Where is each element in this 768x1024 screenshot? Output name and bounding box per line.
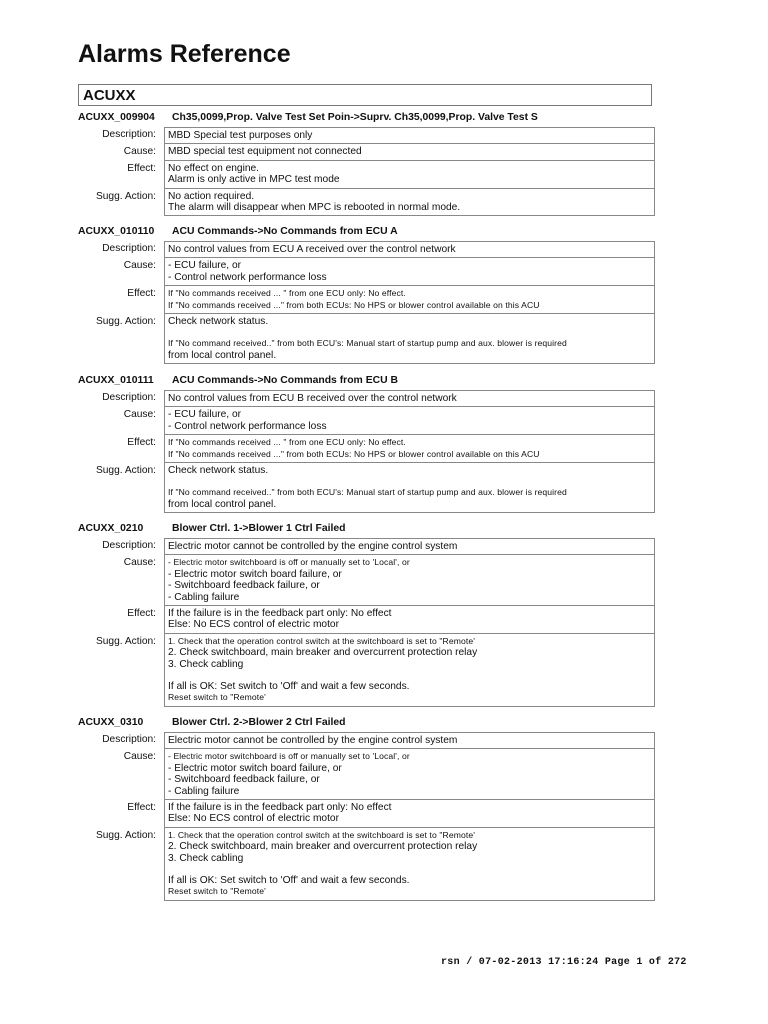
cause-line: - ECU failure, or	[168, 409, 242, 421]
cause-text	[164, 555, 655, 606]
alarm-effect-row	[78, 606, 655, 634]
effect-line: No effect on engine.	[168, 162, 260, 174]
alarm-action-row	[78, 189, 655, 217]
effect-text	[164, 435, 655, 463]
alarm-effect-row	[78, 800, 655, 828]
description-text	[164, 390, 655, 407]
effect-line: If "No commands received ..." from both ECUs: No HPS or blower control available on this ACU	[168, 299, 540, 310]
alarm-cause-row	[78, 407, 655, 435]
action-text	[164, 463, 655, 513]
alarm-block	[78, 111, 655, 216]
effect-line: If "No commands received ... " from one ECU only: No effect.	[168, 288, 406, 299]
alarm-title: Ch35,0099,Prop. Valve Test Set Poin->Suprv. Ch35,0099,Prop. Valve Test S	[172, 112, 538, 123]
action-line: 1. Check that the operation control switch at the switchboard is set to "Remote'	[168, 829, 475, 840]
description-text	[164, 127, 655, 144]
alarm-header	[78, 225, 655, 241]
description-label: Description:	[102, 243, 156, 254]
alarm-code: ACUXX_009904	[78, 112, 155, 123]
alarm-header	[78, 374, 655, 390]
alarm-code: ACUXX_0210	[78, 523, 144, 534]
action-line: If "No command received.." from both ECU's: Manual start of startup pump and aux. blower is required	[168, 338, 567, 349]
action-line: Check network status.	[168, 316, 269, 328]
description-line: MBD Special test purposes only	[168, 130, 313, 141]
effect-label: Effect:	[127, 608, 156, 620]
alarm-code: ACUXX_010110	[78, 226, 155, 237]
section-header: ACUXX	[78, 84, 652, 106]
cause-label: Cause:	[123, 751, 156, 763]
action-text	[164, 189, 655, 217]
description-label: Description:	[102, 734, 156, 745]
action-label: Sugg. Action:	[95, 190, 156, 202]
action-line: If "No command received.." from both ECU's: Manual start of startup pump and aux. blower is required	[168, 487, 567, 498]
cause-line: - Control network performance loss	[168, 271, 327, 283]
cause-label: Cause:	[123, 409, 156, 421]
action-line: 3. Check cabling	[168, 658, 244, 670]
page-footer: rsn / 07-02-2013 17:16:24 Page 1 of 272	[441, 957, 687, 968]
alarm-header	[78, 522, 655, 538]
description-text	[164, 732, 655, 749]
effect-label: Effect:	[127, 437, 156, 449]
alarm-description-row	[78, 732, 655, 749]
description-line: No control values from ECU A received over the control network	[168, 244, 456, 255]
alarm-title: Blower Ctrl. 2->Blower 2 Ctrl Failed	[172, 717, 346, 728]
action-text	[164, 828, 655, 901]
alarm-effect-row	[78, 435, 655, 463]
cause-text	[164, 407, 655, 435]
action-label: Sugg. Action:	[95, 829, 156, 841]
effect-text	[164, 161, 655, 189]
cause-line: - Switchboard feedback failure, or	[168, 580, 320, 592]
cause-label: Cause:	[123, 557, 156, 569]
action-line: 2. Check switchboard, main breaker and overcurrent protection relay	[168, 841, 478, 853]
alarm-code: ACUXX_010111	[78, 375, 154, 386]
description-line: No control values from ECU B received over the control network	[168, 393, 457, 404]
action-text	[164, 314, 655, 364]
action-line: from local control panel.	[168, 498, 277, 510]
alarm-cause-row	[78, 144, 655, 160]
description-text	[164, 538, 655, 555]
alarm-block	[78, 374, 655, 513]
description-line: Electric motor cannot be controlled by the engine control system	[168, 735, 458, 746]
description-label: Description:	[102, 392, 156, 403]
action-line: If all is OK: Set switch to 'Off' and wait a few seconds.	[168, 875, 410, 887]
cause-label: Cause:	[123, 260, 156, 272]
alarm-action-row	[78, 314, 655, 364]
cause-text	[164, 749, 655, 800]
effect-text	[164, 286, 655, 314]
action-line: 1. Check that the operation control switch at the switchboard is set to "Remote'	[168, 635, 475, 646]
cause-text	[164, 258, 655, 286]
alarm-description-row	[78, 538, 655, 555]
action-line: 2. Check switchboard, main breaker and overcurrent protection relay	[168, 647, 478, 659]
effect-line: Alarm is only active in MPC test mode	[168, 174, 340, 186]
effect-label: Effect:	[127, 802, 156, 814]
action-line: Reset switch to "Remote'	[168, 886, 266, 897]
alarm-title: Blower Ctrl. 1->Blower 1 Ctrl Failed	[172, 523, 346, 534]
action-line: The alarm will disappear when MPC is rebooted in normal mode.	[168, 202, 461, 214]
effect-line: If "No commands received ... " from one ECU only: No effect.	[168, 437, 406, 448]
action-label: Sugg. Action:	[95, 465, 156, 477]
effect-label: Effect:	[127, 288, 156, 300]
alarm-code: ACUXX_0310	[78, 717, 144, 728]
effect-line: If "No commands received ..." from both ECUs: No HPS or blower control available on this ACU	[168, 448, 540, 459]
cause-line: MBD special test equipment not connected	[168, 146, 362, 158]
alarm-cause-row	[78, 555, 655, 606]
action-line: from local control panel.	[168, 349, 277, 361]
cause-line: - Control network performance loss	[168, 420, 327, 432]
alarm-block	[78, 522, 655, 707]
action-label: Sugg. Action:	[95, 316, 156, 328]
cause-line: - Electric motor switchboard is off or manually set to 'Local', or	[168, 557, 410, 568]
alarm-description-row	[78, 390, 655, 407]
cause-label: Cause:	[123, 146, 156, 158]
cause-line: - ECU failure, or	[168, 260, 242, 272]
cause-line: - Electric motor switch board failure, or	[168, 568, 342, 580]
action-label: Sugg. Action:	[95, 635, 156, 647]
alarm-header	[78, 111, 655, 127]
effect-line: If the failure is in the feedback part only: No effect	[168, 608, 392, 620]
description-label: Description:	[102, 129, 156, 140]
alarm-cause-row	[78, 258, 655, 286]
alarm-description-row	[78, 241, 655, 258]
effect-line: Else: No ECS control of electric motor	[168, 813, 339, 825]
description-text	[164, 241, 655, 258]
alarm-block	[78, 716, 655, 901]
alarm-title: ACU Commands->No Commands from ECU A	[172, 226, 398, 237]
action-line: Reset switch to "Remote'	[168, 692, 266, 703]
action-line: 3. Check cabling	[168, 852, 244, 864]
alarm-action-row	[78, 634, 655, 707]
alarm-title: ACU Commands->No Commands from ECU B	[172, 375, 399, 386]
effect-text	[164, 800, 655, 828]
cause-line: - Switchboard feedback failure, or	[168, 774, 320, 786]
cause-line: - Electric motor switch board failure, or	[168, 762, 342, 774]
cause-line: - Electric motor switchboard is off or manually set to 'Local', or	[168, 751, 410, 762]
alarm-cause-row	[78, 749, 655, 800]
alarm-block	[78, 225, 655, 364]
effect-label: Effect:	[127, 162, 156, 174]
action-line: If all is OK: Set switch to 'Off' and wait a few seconds.	[168, 681, 410, 693]
action-line: Check network status.	[168, 465, 269, 477]
cause-line: - Cabling failure	[168, 785, 240, 797]
description-line: Electric motor cannot be controlled by the engine control system	[168, 541, 458, 552]
effect-text	[164, 606, 655, 634]
alarm-action-row	[78, 463, 655, 513]
alarm-effect-row	[78, 286, 655, 314]
action-text	[164, 634, 655, 707]
cause-line: - Cabling failure	[168, 591, 240, 603]
page-title: Alarms Reference	[78, 40, 291, 68]
cause-text	[164, 144, 655, 160]
description-label: Description:	[102, 540, 156, 551]
action-line: No action required.	[168, 190, 255, 202]
effect-line: If the failure is in the feedback part only: No effect	[168, 802, 392, 814]
alarm-description-row	[78, 127, 655, 144]
effect-line: Else: No ECS control of electric motor	[168, 619, 339, 631]
alarm-effect-row	[78, 161, 655, 189]
alarm-action-row	[78, 828, 655, 901]
alarm-header	[78, 716, 655, 732]
